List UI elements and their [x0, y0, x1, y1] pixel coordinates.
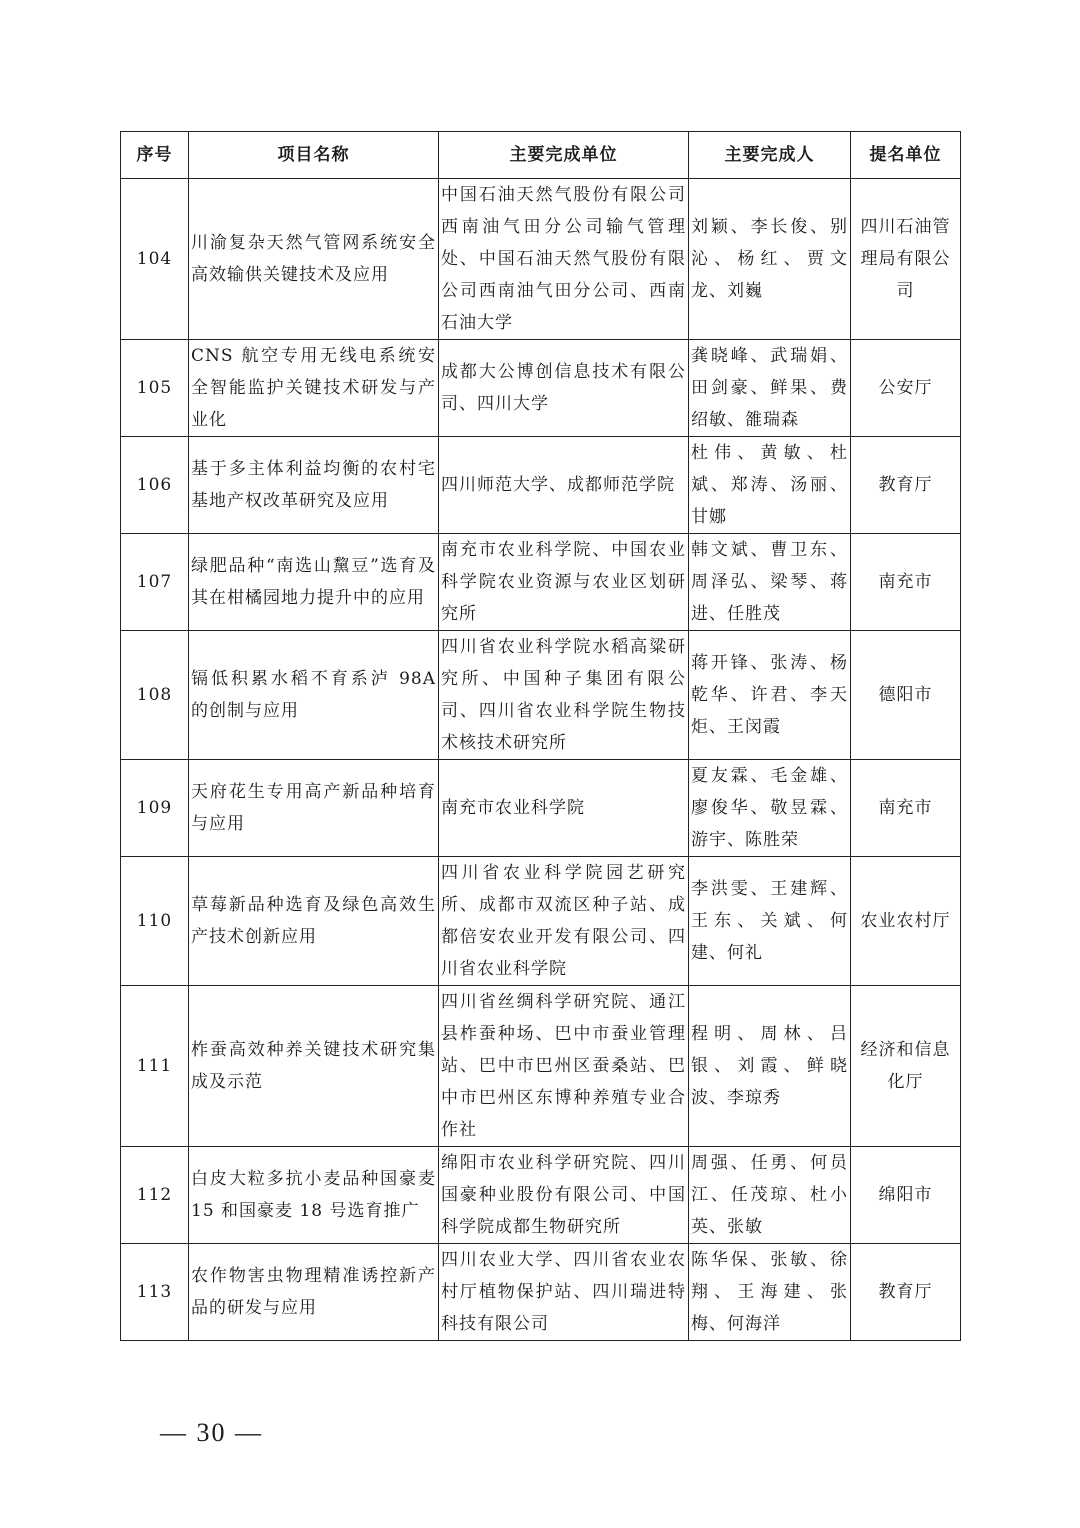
row-idx: 109: [121, 760, 189, 857]
row-nominator: 绵阳市: [851, 1147, 961, 1244]
row-units: 四川省农业科学院园艺研究所、成都市双流区种子站、成都倍安农业开发有限公司、四川省农业科学院: [439, 857, 689, 986]
row-project: 天府花生专用高产新品种培育与应用: [189, 760, 439, 857]
row-idx: 111: [121, 986, 189, 1147]
row-project: 草莓新品种选育及绿色高效生产技术创新应用: [189, 857, 439, 986]
row-people: 韩文斌、曹卫东、周泽弘、梁琴、蒋进、任胜茂: [689, 534, 851, 631]
table-row: [121, 631, 961, 760]
row-project: 柞蚕高效种养关键技术研究集成及示范: [189, 986, 439, 1147]
row-nominator: 四川石油管理局有限公司: [851, 179, 961, 340]
row-project: 基于多主体利益均衡的农村宅基地产权改革研究及应用: [189, 437, 439, 534]
row-units: 成都大公博创信息技术有限公司、四川大学: [439, 340, 689, 437]
table-header-row: [121, 132, 961, 179]
row-nominator: 德阳市: [851, 631, 961, 760]
row-people: 蒋开锋、张涛、杨乾华、许君、李天炬、王闵霞: [689, 631, 851, 760]
row-idx: 105: [121, 340, 189, 437]
header-idx: 序号: [121, 132, 189, 179]
table-row: [121, 1244, 961, 1341]
row-idx: 110: [121, 857, 189, 986]
row-units: 南充市农业科学院: [439, 760, 689, 857]
row-people: 杜伟、黄敏、杜斌、郑涛、汤丽、甘娜: [689, 437, 851, 534]
row-nominator: 农业农村厅: [851, 857, 961, 986]
row-project: 镉低积累水稻不育系泸 98A 的创制与应用: [189, 631, 439, 760]
row-units: 中国石油天然气股份有限公司西南油气田分公司输气管理处、中国石油天然气股份有限公司西南油气田分公司、西南石油大学: [439, 179, 689, 340]
row-people: 周强、任勇、何员江、任茂琼、杜小英、张敏: [689, 1147, 851, 1244]
row-nominator: 教育厅: [851, 437, 961, 534]
header-nominator: 提名单位: [851, 132, 961, 179]
row-nominator: 南充市: [851, 534, 961, 631]
row-units: 南充市农业科学院、中国农业科学院农业资源与农业区划研究所: [439, 534, 689, 631]
row-people: 陈华保、张敏、徐翔、王海建、张梅、何海洋: [689, 1244, 851, 1341]
table-row: [121, 340, 961, 437]
row-idx: 113: [121, 1244, 189, 1341]
table-row: [121, 986, 961, 1147]
row-project: 绿肥品种“南选山黧豆”选育及其在柑橘园地力提升中的应用: [189, 534, 439, 631]
table-row: [121, 179, 961, 340]
row-nominator: 公安厅: [851, 340, 961, 437]
page-number: — 30 —: [160, 1418, 263, 1447]
table-row: [121, 534, 961, 631]
row-idx: 104: [121, 179, 189, 340]
row-units: 四川师范大学、成都师范学院: [439, 437, 689, 534]
table-row: [121, 1147, 961, 1244]
row-units: 绵阳市农业科学研究院、四川国豪种业股份有限公司、中国科学院成都生物研究所: [439, 1147, 689, 1244]
row-idx: 112: [121, 1147, 189, 1244]
row-units: 四川省农业科学院水稻高粱研究所、中国种子集团有限公司、四川省农业科学院生物技术核技术研究所: [439, 631, 689, 760]
table-row: [121, 437, 961, 534]
row-people: 刘颖、李长俊、别沁、杨红、贾文龙、刘巍: [689, 179, 851, 340]
row-project: 白皮大粒多抗小麦品种国豪麦 15 和国豪麦 18 号选育推广: [189, 1147, 439, 1244]
table-row: [121, 760, 961, 857]
row-idx: 107: [121, 534, 189, 631]
row-nominator: 教育厅: [851, 1244, 961, 1341]
awards-table: [120, 131, 961, 1341]
row-project: 川渝复杂天然气管网系统安全高效输供关键技术及应用: [189, 179, 439, 340]
row-idx: 106: [121, 437, 189, 534]
row-units: 四川农业大学、四川省农业农村厅植物保护站、四川瑞进特科技有限公司: [439, 1244, 689, 1341]
table-row: [121, 857, 961, 986]
row-project: CNS 航空专用无线电系统安全智能监护关键技术研发与产业化: [189, 340, 439, 437]
row-nominator: 南充市: [851, 760, 961, 857]
row-idx: 108: [121, 631, 189, 760]
header-units: 主要完成单位: [439, 132, 689, 179]
row-people: 李洪雯、王建辉、王东、关斌、何建、何礼: [689, 857, 851, 986]
row-units: 四川省丝绸科学研究院、通江县柞蚕种场、巴中市蚕业管理站、巴中市巴州区蚕桑站、巴中市巴州区东博种养殖专业合作社: [439, 986, 689, 1147]
header-project: 项目名称: [189, 132, 439, 179]
header-people: 主要完成人: [689, 132, 851, 179]
row-people: 夏友霖、毛金雄、廖俊华、敬昱霖、游宇、陈胜荣: [689, 760, 851, 857]
row-people: 龚晓峰、武瑞娟、田剑豪、鲜果、费绍敏、雒瑞森: [689, 340, 851, 437]
row-nominator: 经济和信息化厅: [851, 986, 961, 1147]
row-people: 程明、周林、吕银、刘霞、鲜晓波、李琼秀: [689, 986, 851, 1147]
row-project: 农作物害虫物理精准诱控新产品的研发与应用: [189, 1244, 439, 1341]
